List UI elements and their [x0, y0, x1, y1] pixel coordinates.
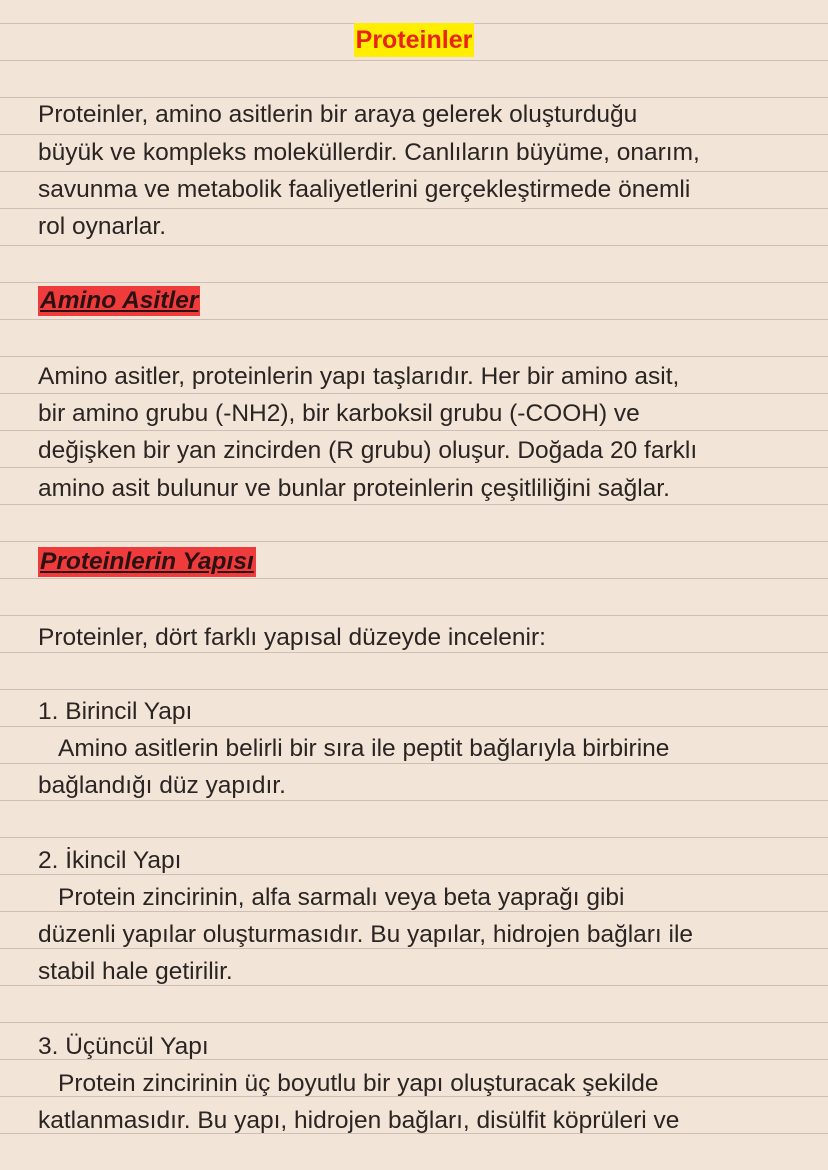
list-item-line: Protein zincirinin, alfa sarmalı veya beta yaprağı gibi	[58, 884, 625, 911]
list-item-title: 1. Birincil Yapı	[38, 698, 193, 725]
intro-line: savunma ve metabolik faaliyetlerini gerçekleştirmede önemli	[38, 176, 691, 203]
list-item-line: bağlandığı düz yapıdır.	[38, 772, 286, 799]
paragraph-line: bir amino grubu (-NH2), bir karboksil grubu (-COOH) ve	[38, 400, 640, 427]
section-intro: Proteinler, dört farklı yapısal düzeyde incelenir:	[38, 624, 546, 651]
list-item-line: Amino asitlerin belirli bir sıra ile peptit bağlarıyla birbirine	[58, 735, 670, 762]
paragraph-line: Amino asitler, proteinlerin yapı taşlarıdır. Her bir amino asit,	[38, 363, 680, 390]
intro-line: rol oynarlar.	[38, 213, 167, 240]
section-heading-amino-asitler: Amino Asitler	[40, 287, 199, 314]
list-item-line: katlanmasıdır. Bu yapı, hidrojen bağları, disülfit köprüleri ve	[38, 1107, 680, 1134]
intro-line: Proteinler, amino asitlerin bir araya gelerek oluşturduğu	[38, 101, 638, 128]
paragraph-line: değişken bir yan zincirden (R grubu) oluşur. Doğada 20 farklı	[38, 437, 698, 464]
list-item-title: 3. Üçüncül Yapı	[38, 1033, 209, 1060]
intro-line: büyük ve kompleks moleküllerdir. Canlıların büyüme, onarım,	[38, 139, 700, 166]
section-heading-proteinlerin-yapisi: Proteinlerin Yapısı	[40, 548, 254, 575]
list-item-line: düzenli yapılar oluşturmasıdır. Bu yapılar, hidrojen bağları ile	[38, 921, 694, 948]
list-item-title: 2. İkincil Yapı	[38, 847, 182, 874]
title-container	[0, 23, 828, 57]
list-item-line: stabil hale getirilir.	[38, 958, 233, 985]
list-item-line: Protein zincirinin üç boyutlu bir yapı oluşturacak şekilde	[58, 1070, 659, 1097]
paragraph-line: amino asit bulunur ve bunlar proteinlerin çeşitliliğini sağlar.	[38, 475, 670, 502]
page-title: Proteinler	[354, 23, 475, 57]
